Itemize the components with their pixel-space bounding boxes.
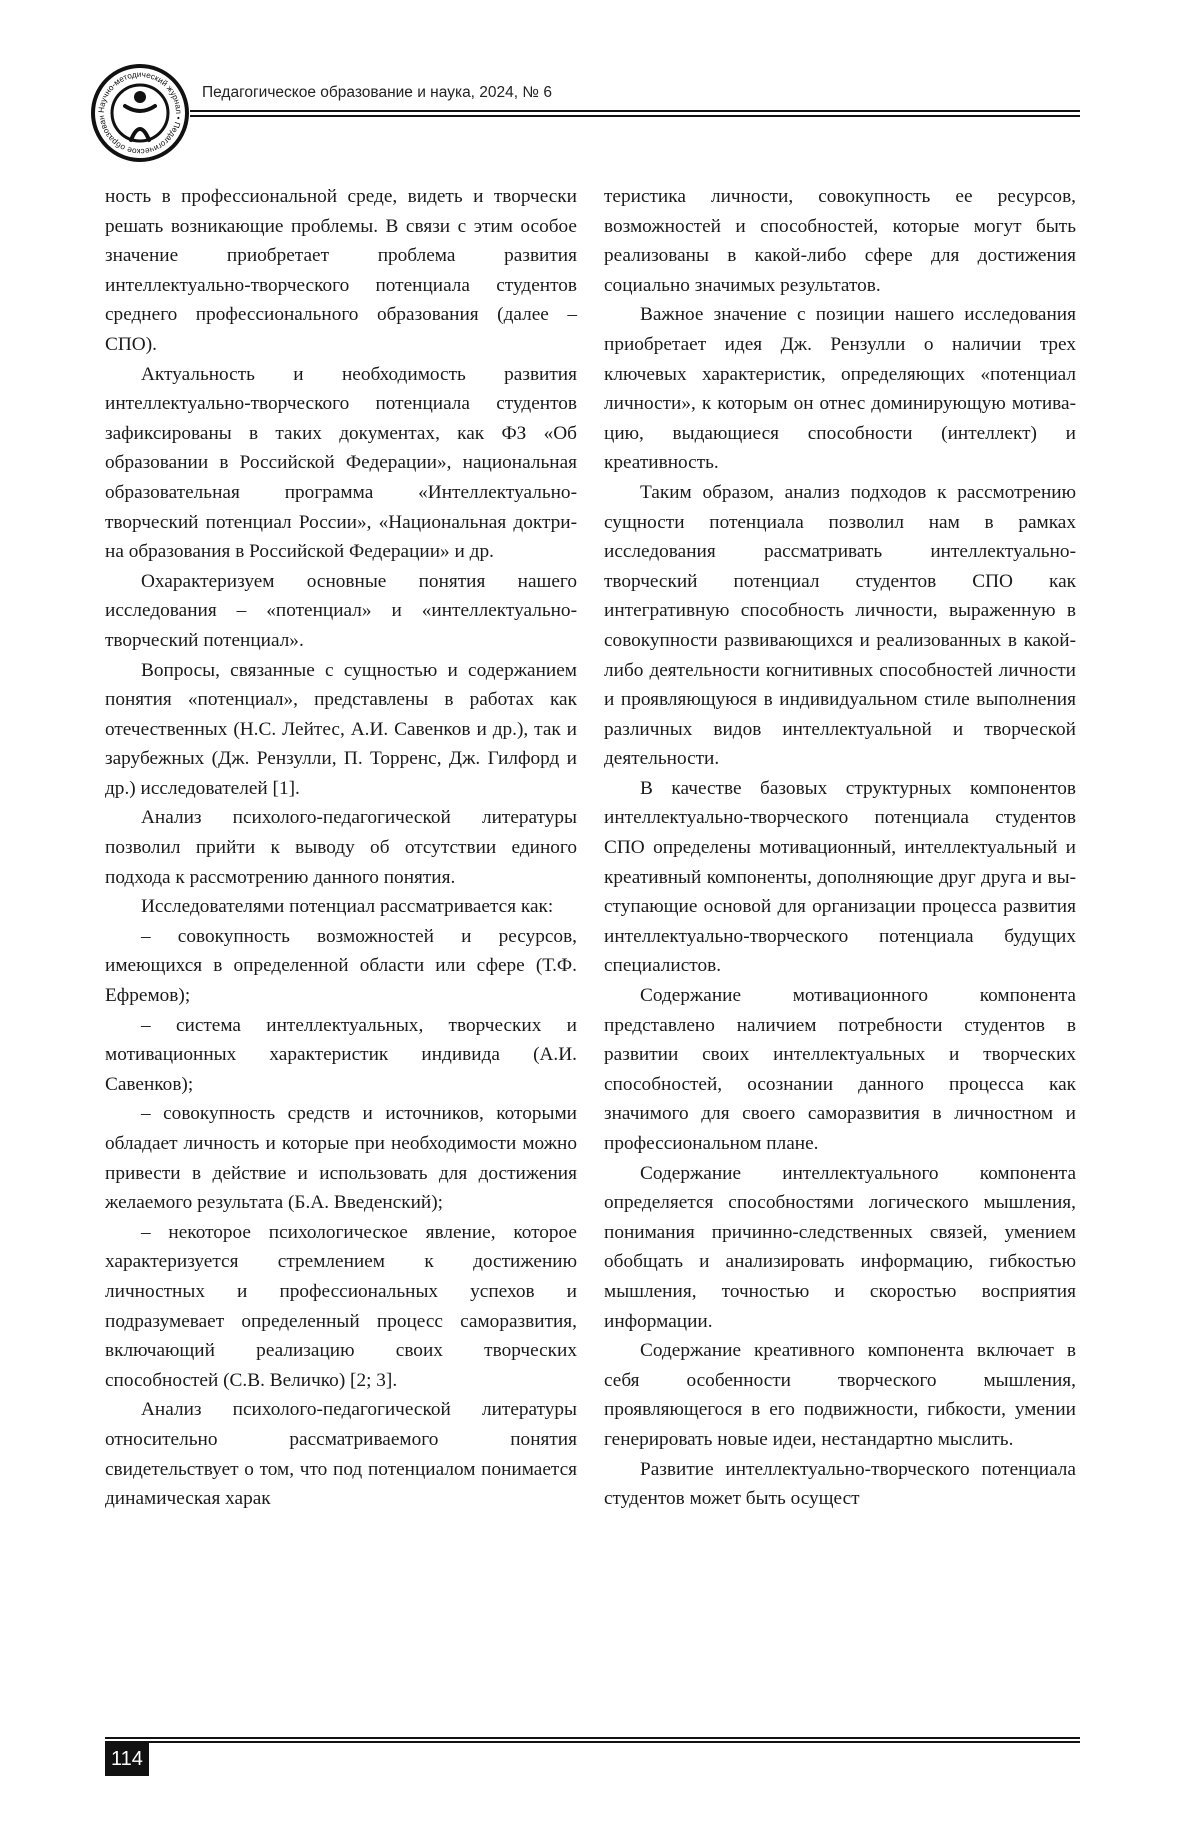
header-rule-bottom [190,115,1080,117]
paragraph: Важное значение с позиции нашего исследования приобретает идея Дж. Рензулли о наличии трех ключевых характеристик, определяющих «потенциал личности», к которым он отнес доминирующую мотивацию, выдающиеся способности (интеллект) и креативность. [604,304,1076,474]
list-item: – система интеллектуальных, творческих и мотивационных характеристик индивида (А.И. Савенков); [105,1014,577,1095]
left-column [105,182,577,1514]
right-column [604,182,1076,1514]
paragraph: В качестве базовых структурных компонентов интеллектуально-творческого потенциала студентов СПО определены мотивационный, интеллектуальный и креативный компоненты, дополняющие друг друга и выступающие основой для организации процесса развития интеллектуально-творческого потенциала будущих специалистов. [604,777,1076,977]
paragraph: ность в профессиональной среде, видеть и творчески решать возникающие проблемы. В связи с этим особое значение приобретает проблема развития интеллектуально-творческого потенциала студентов среднего профессионального образования (далее – СПО). [105,186,577,355]
paragraph: Вопросы, связанные с сущностью и содержанием понятия «потенциал», представлены в работах как отечественных (Н.С. Лейтес, А.И. Савенков и др.), так и зарубежных (Дж. Рензулли, П. Торренс, Дж. Гилфорд и др.) исследователей [1]. [105,659,577,799]
journal-emblem-icon [87,60,193,166]
paragraph: Таким образом, анализ подходов к рассмотрению сущности потенциала позволил нам в рамках исследования рассматривать интеллектуально-творческий потенциал студентов СПО как интегративную способность личности, выраженную в совокупности развивающихся и реализованных в какой-либо деятельности когнитивных способностей личности и проявляющуюся в индивидуальном стиле выполнения различных видов интеллектуальной и творческой деятельности. [604,481,1076,770]
paragraph: теристика личности, совокупность ее ресурсов, возможностей и способностей, которые могут быть реализованы в какой-либо сфере для достижения социально значимых результатов. [604,186,1076,296]
paragraph: Содержание интеллектуального компонента определяется способностями логического мышления, понимания причинно-следственных связей, умением обобщать и анализировать информацию, гибкостью мышления, точностью и скоростью восприятия информации. [604,1162,1076,1332]
paragraph: Содержание мотивационного компонента представлено наличием потребности студентов в развитии своих интеллектуальных и творческих способностей, осознании данного процесса как значимого для своего саморазвития в личностном и профессиональном плане. [604,985,1076,1154]
journal-logo [87,60,193,166]
footer-rule-second [105,1741,1080,1743]
footer-rule [105,1737,1080,1739]
paragraph: Анализ психолого-педагогической литературы относительно рассматриваемого понятия свидетельствует о том, что под потенциалом понимается динамическая харак [105,1399,577,1510]
page-number: 114 [105,1742,149,1776]
paragraph: Развитие интеллектуально-творческого потенциала студентов может быть осущест [604,1458,1076,1510]
header-rule-top [190,110,1080,112]
paragraph: Содержание креативного компонента включает в себя особенности творческого мышления, проявляющегося в его подвижности, гибкости, умении генерировать новые идеи, нестандартно мыслить. [604,1340,1076,1450]
paragraph: Анализ психолого-педагогической литературы позволил прийти к выводу об отсутствии единого подхода к рассмотрению данного понятия. [105,807,577,888]
paragraph: Актуальность и необходимость развития интеллектуально-творческого потенциала студентов зафиксированы в таких документах, как ФЗ «Об образовании в Российской Федерации», национальная образовательная программа «Интеллектуально-творческий потенциал России», «Национальная доктрина образования в Российской Федерации» и др. [105,363,577,563]
list-item: – совокупность средств и источников, которыми обладает личность и которые при необходимости можно привести в действие и использовать для достижения желаемого результата (Б.А. Введенский); [105,1103,577,1214]
list-item: – совокупность возможностей и ресурсов, имеющихся в определенной области или сфере (Т.Ф. Ефремов); [105,925,577,1007]
paragraph: Охарактеризуем основные понятия нашего исследования – «потенциал» и «интеллектуально-творческий потенциал». [105,570,577,651]
list-item: – некоторое психологическое явление, которое характеризуется стремлением к достижению личностных и профессиональных успехов и подразумевает определенный процесс саморазвития, включающий реализацию своих творческих способностей (С.В. Величко) [2; 3]. [105,1221,577,1391]
journal-header-title: Педагогическое образование и наука, 2024, № 6 [202,84,552,101]
paragraph: Исследователями потенциал рассматривается как: [141,896,554,918]
logo-ring-text: Научно-методический журнал • Педагогическое образован [96,69,184,157]
